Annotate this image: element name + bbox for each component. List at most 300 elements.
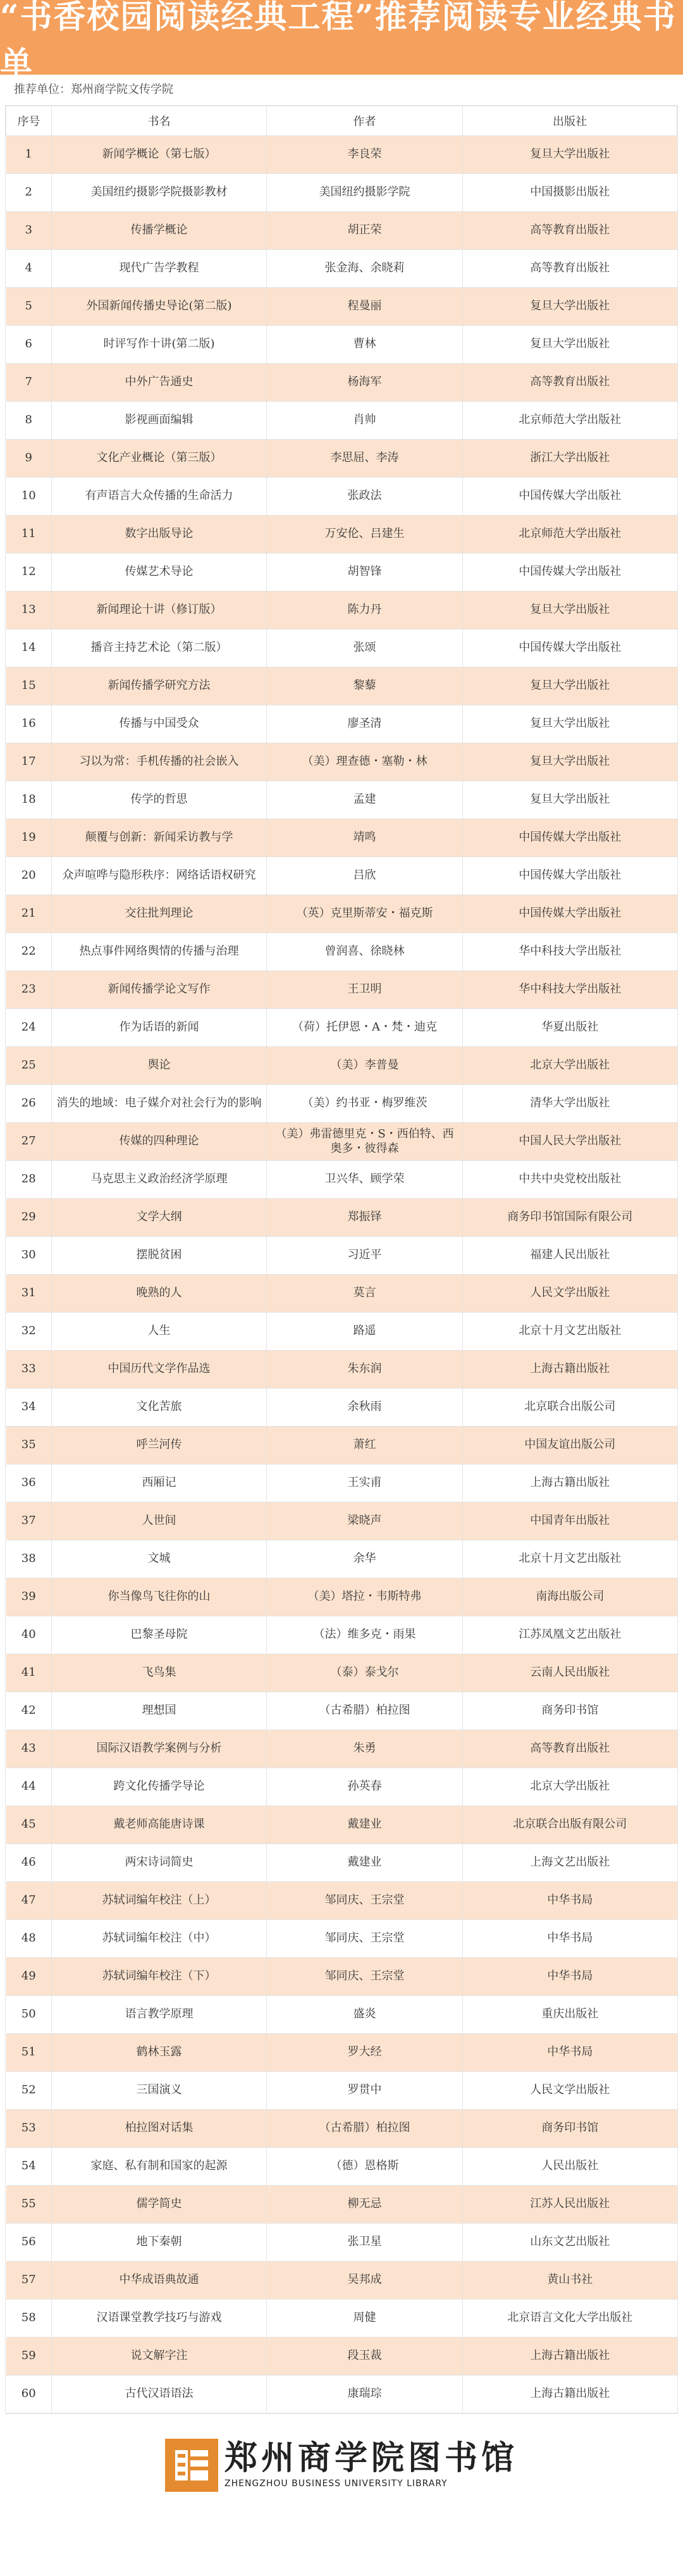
book-number: 31 xyxy=(6,1275,52,1313)
book-publisher: 高等教育出版社 xyxy=(463,364,677,402)
book-publisher: 中华书局 xyxy=(463,1958,677,1996)
book-number: 59 xyxy=(6,2338,52,2375)
book-number: 4 xyxy=(6,250,52,288)
book-title: 呼兰河传 xyxy=(52,1427,267,1464)
book-author: 余华 xyxy=(267,1540,463,1578)
book-publisher: 复旦大学出版社 xyxy=(463,136,677,174)
table-row xyxy=(6,2338,677,2375)
table-row xyxy=(6,1540,677,1578)
book-author: 戴建业 xyxy=(267,1806,463,1844)
book-author: （美）弗雷德里克・S・西伯特、西奥多・彼得森 xyxy=(267,1123,463,1161)
book-number: 11 xyxy=(6,516,52,554)
table-row xyxy=(6,478,677,516)
book-title: 鹤林玉露 xyxy=(52,2034,267,2072)
book-author: 曹林 xyxy=(267,326,463,364)
book-title: 中华成语典故通 xyxy=(52,2262,267,2300)
table-row xyxy=(6,250,677,288)
book-publisher: 复旦大学出版社 xyxy=(463,591,677,629)
table-row xyxy=(6,1199,677,1237)
book-publisher: 中华书局 xyxy=(463,1882,677,1920)
table-row xyxy=(6,1237,677,1275)
book-title: 理想国 xyxy=(52,1692,267,1730)
book-author: 余秋雨 xyxy=(267,1389,463,1427)
book-author: 莫言 xyxy=(267,1275,463,1313)
book-author: 廖圣清 xyxy=(267,705,463,743)
table-row xyxy=(6,1275,677,1313)
book-title: 习以为常：手机传播的社会嵌入 xyxy=(52,743,267,781)
book-title: 摆脱贫困 xyxy=(52,1237,267,1275)
recommend-unit: 推荐单位：郑州商学院文传学院 xyxy=(14,83,173,96)
book-number: 42 xyxy=(6,1692,52,1730)
book-author: 罗贯中 xyxy=(267,2072,463,2110)
book-author: 梁晓声 xyxy=(267,1502,463,1540)
book-author: 万安伦、吕建生 xyxy=(267,516,463,554)
book-number: 16 xyxy=(6,705,52,743)
book-publisher: 北京大学出版社 xyxy=(463,1047,677,1085)
book-author: 吴邦成 xyxy=(267,2262,463,2300)
library-name-cn: 郑州商学院图书馆 xyxy=(224,2439,518,2477)
book-publisher: 北京十月文艺出版社 xyxy=(463,1540,677,1578)
table-row xyxy=(6,402,677,440)
book-number: 26 xyxy=(6,1085,52,1123)
table-row xyxy=(6,1958,677,1996)
book-publisher: 清华大学出版社 xyxy=(463,1085,677,1123)
book-title: 传媒艺术导论 xyxy=(52,554,267,591)
book-author: 王实甫 xyxy=(267,1464,463,1502)
book-title: 文化苦旅 xyxy=(52,1389,267,1427)
library-name-en: ZHENGZHOU BUSINESS UNIVERSITY LIBRARY xyxy=(224,2479,448,2489)
book-author: 戴建业 xyxy=(267,1844,463,1882)
book-number: 3 xyxy=(6,212,52,250)
book-number: 58 xyxy=(6,2300,52,2338)
table-row xyxy=(6,2072,677,2110)
book-author: 杨海军 xyxy=(267,364,463,402)
book-title: 中外广告通史 xyxy=(52,364,267,402)
book-number: 8 xyxy=(6,402,52,440)
table-row xyxy=(6,2224,677,2262)
book-author: 胡正荣 xyxy=(267,212,463,250)
book-publisher: 华中科技大学出版社 xyxy=(463,971,677,1009)
book-publisher: 商务印书馆国际有限公司 xyxy=(463,1199,677,1237)
table-row xyxy=(6,2110,677,2148)
book-author: 段玉裁 xyxy=(267,2338,463,2375)
book-title: 人生 xyxy=(52,1313,267,1351)
book-title: 马克思主义政治经济学原理 xyxy=(52,1161,267,1199)
book-author: 程曼丽 xyxy=(267,288,463,326)
book-publisher: 商务印书馆 xyxy=(463,2110,677,2148)
book-title: 苏轼词编年校注（中） xyxy=(52,1920,267,1958)
table-row xyxy=(6,819,677,857)
book-publisher: 复旦大学出版社 xyxy=(463,705,677,743)
table-row xyxy=(6,1123,677,1161)
table-row xyxy=(6,2262,677,2300)
book-title: 古代汉语语法 xyxy=(52,2375,267,2413)
table-row xyxy=(6,1427,677,1464)
book-title: 外国新闻传播史导论(第二版) xyxy=(52,288,267,326)
book-author: 美国纽约摄影学院 xyxy=(267,174,463,212)
book-number: 35 xyxy=(6,1427,52,1464)
book-author: （美）李普曼 xyxy=(267,1047,463,1085)
book-author: 萧红 xyxy=(267,1427,463,1464)
book-title: 西厢记 xyxy=(52,1464,267,1502)
book-number: 12 xyxy=(6,554,52,591)
book-publisher: 上海古籍出版社 xyxy=(463,1464,677,1502)
library-logo-icon xyxy=(165,2439,218,2492)
book-publisher: 北京语言文化大学出版社 xyxy=(463,2300,677,2338)
table-row xyxy=(6,1161,677,1199)
table-row xyxy=(6,2375,677,2413)
table-row xyxy=(6,629,677,667)
book-author: 孙英春 xyxy=(267,1768,463,1806)
book-title: 播音主持艺术论（第二版） xyxy=(52,629,267,667)
book-title: 影视画面编辑 xyxy=(52,402,267,440)
book-number: 15 xyxy=(6,667,52,705)
book-publisher: 人民出版社 xyxy=(463,2148,677,2186)
book-author: 朱东润 xyxy=(267,1351,463,1389)
book-publisher: 中国人民大学出版社 xyxy=(463,1123,677,1161)
book-title: 众声喧哗与隐形秩序：网络话语权研究 xyxy=(52,857,267,895)
book-number: 57 xyxy=(6,2262,52,2300)
book-number: 47 xyxy=(6,1882,52,1920)
book-publisher: 中国友谊出版公司 xyxy=(463,1427,677,1464)
book-author: 陈力丹 xyxy=(267,591,463,629)
book-title: 新闻传播学研究方法 xyxy=(52,667,267,705)
book-author: 张颂 xyxy=(267,629,463,667)
book-publisher: 人民文学出版社 xyxy=(463,1275,677,1313)
book-publisher: 中国传媒大学出版社 xyxy=(463,895,677,933)
book-author: （德）恩格斯 xyxy=(267,2148,463,2186)
book-number: 5 xyxy=(6,288,52,326)
book-number: 24 xyxy=(6,1009,52,1047)
book-publisher: 山东文艺出版社 xyxy=(463,2224,677,2262)
book-number: 48 xyxy=(6,1920,52,1958)
book-publisher: 云南人民出版社 xyxy=(463,1654,677,1692)
book-title: 传学的哲思 xyxy=(52,781,267,819)
book-author: 胡智锋 xyxy=(267,554,463,591)
book-author: 黎藜 xyxy=(267,667,463,705)
table-row xyxy=(6,2186,677,2224)
table-row xyxy=(6,1502,677,1540)
book-author: （英）克里斯蒂安・福克斯 xyxy=(267,895,463,933)
table-row xyxy=(6,1654,677,1692)
table-row xyxy=(6,2148,677,2186)
book-number: 44 xyxy=(6,1768,52,1806)
book-publisher: 上海文艺出版社 xyxy=(463,1844,677,1882)
column-header-book-title: 书名 xyxy=(52,106,267,136)
table-row xyxy=(6,1844,677,1882)
book-author: 张金海、余晓莉 xyxy=(267,250,463,288)
book-author: 朱勇 xyxy=(267,1730,463,1768)
table-row xyxy=(6,705,677,743)
table-row xyxy=(6,1616,677,1654)
book-publisher: 复旦大学出版社 xyxy=(463,667,677,705)
book-title: 数字出版导论 xyxy=(52,516,267,554)
book-publisher: 北京大学出版社 xyxy=(463,1768,677,1806)
book-number: 27 xyxy=(6,1123,52,1161)
book-number: 37 xyxy=(6,1502,52,1540)
book-publisher: 人民文学出版社 xyxy=(463,2072,677,2110)
book-number: 34 xyxy=(6,1389,52,1427)
book-number: 55 xyxy=(6,2186,52,2224)
book-publisher: 福建人民出版社 xyxy=(463,1237,677,1275)
table-row xyxy=(6,591,677,629)
book-number: 45 xyxy=(6,1806,52,1844)
book-author: 肖帅 xyxy=(267,402,463,440)
book-publisher: 黄山书社 xyxy=(463,2262,677,2300)
book-author: 张卫星 xyxy=(267,2224,463,2262)
book-publisher: 北京师范大学出版社 xyxy=(463,516,677,554)
book-publisher: 中国青年出版社 xyxy=(463,1502,677,1540)
table-row xyxy=(6,326,677,364)
book-author: 柳无忌 xyxy=(267,2186,463,2224)
book-title: 舆论 xyxy=(52,1047,267,1085)
page-title: “书香校园阅读经典工程”推荐阅读专业经典书单 xyxy=(0,0,677,83)
book-publisher: 中华书局 xyxy=(463,2034,677,2072)
book-title: 你当像鸟飞往你的山 xyxy=(52,1578,267,1616)
column-header-author: 作者 xyxy=(267,106,463,136)
table-row xyxy=(6,743,677,781)
table-row xyxy=(6,364,677,402)
book-number: 18 xyxy=(6,781,52,819)
book-publisher: 商务印书馆 xyxy=(463,1692,677,1730)
book-author: 张政法 xyxy=(267,478,463,516)
book-title: 有声语言大众传播的生命活力 xyxy=(52,478,267,516)
book-number: 60 xyxy=(6,2375,52,2413)
table-row xyxy=(6,667,677,705)
book-author: 李良荣 xyxy=(267,136,463,174)
book-author: 孟建 xyxy=(267,781,463,819)
table-row xyxy=(6,554,677,591)
book-number: 19 xyxy=(6,819,52,857)
table-row xyxy=(6,2034,677,2072)
table-row xyxy=(6,857,677,895)
book-title: 颠覆与创新：新闻采访教与学 xyxy=(52,819,267,857)
book-author: 康瑞琮 xyxy=(267,2375,463,2413)
book-number: 13 xyxy=(6,591,52,629)
column-header-number: 序号 xyxy=(6,106,52,136)
book-number: 29 xyxy=(6,1199,52,1237)
book-publisher: 浙江大学出版社 xyxy=(463,440,677,478)
table-row xyxy=(6,1351,677,1389)
book-publisher: 北京师范大学出版社 xyxy=(463,402,677,440)
table-row xyxy=(6,1920,677,1958)
book-publisher: 中国传媒大学出版社 xyxy=(463,857,677,895)
table-row xyxy=(6,174,677,212)
book-author: 李思屈、李涛 xyxy=(267,440,463,478)
table-row xyxy=(6,895,677,933)
book-title: 文城 xyxy=(52,1540,267,1578)
book-number: 21 xyxy=(6,895,52,933)
book-number: 17 xyxy=(6,743,52,781)
book-publisher: 华中科技大学出版社 xyxy=(463,933,677,971)
book-number: 30 xyxy=(6,1237,52,1275)
book-list-table-container xyxy=(5,105,678,2414)
book-number: 39 xyxy=(6,1578,52,1616)
book-number: 40 xyxy=(6,1616,52,1654)
book-title: 时评写作十讲(第二版) xyxy=(52,326,267,364)
book-author: （美）约书亚・梅罗维茨 xyxy=(267,1085,463,1123)
book-number: 51 xyxy=(6,2034,52,2072)
table-row xyxy=(6,933,677,971)
table-row xyxy=(6,288,677,326)
book-number: 20 xyxy=(6,857,52,895)
book-title: 文学大纲 xyxy=(52,1199,267,1237)
book-title: 巴黎圣母院 xyxy=(52,1616,267,1654)
book-publisher: 上海古籍出版社 xyxy=(463,2375,677,2413)
book-title: 两宋诗词简史 xyxy=(52,1844,267,1882)
table-row xyxy=(6,781,677,819)
table-body xyxy=(6,136,677,2413)
book-title: 苏轼词编年校注（下） xyxy=(52,1958,267,1996)
book-number: 36 xyxy=(6,1464,52,1502)
book-title: 地下秦朝 xyxy=(52,2224,267,2262)
book-publisher: 复旦大学出版社 xyxy=(463,326,677,364)
book-title: 晚熟的人 xyxy=(52,1275,267,1313)
book-number: 53 xyxy=(6,2110,52,2148)
book-author: 邹同庆、王宗堂 xyxy=(267,1958,463,1996)
book-publisher: 上海古籍出版社 xyxy=(463,1351,677,1389)
table-row xyxy=(6,1389,677,1427)
table-row xyxy=(6,2300,677,2338)
book-publisher: 华夏出版社 xyxy=(463,1009,677,1047)
book-author: 习近平 xyxy=(267,1237,463,1275)
table-row xyxy=(6,1806,677,1844)
book-number: 10 xyxy=(6,478,52,516)
book-number: 28 xyxy=(6,1161,52,1199)
book-author: 路遥 xyxy=(267,1313,463,1351)
book-publisher: 复旦大学出版社 xyxy=(463,743,677,781)
table-row xyxy=(6,971,677,1009)
book-title: 柏拉图对话集 xyxy=(52,2110,267,2148)
table-row xyxy=(6,440,677,478)
book-publisher: 江苏人民出版社 xyxy=(463,2186,677,2224)
book-number: 50 xyxy=(6,1996,52,2034)
book-author: 郑振铎 xyxy=(267,1199,463,1237)
book-author: （泰）泰戈尔 xyxy=(267,1654,463,1692)
table-row xyxy=(6,1730,677,1768)
book-publisher: 重庆出版社 xyxy=(463,1996,677,2034)
book-title: 美国纽约摄影学院摄影教材 xyxy=(52,174,267,212)
book-title: 现代广告学教程 xyxy=(52,250,267,288)
book-number: 22 xyxy=(6,933,52,971)
book-publisher: 北京十月文艺出版社 xyxy=(463,1313,677,1351)
book-author: （古希腊）柏拉图 xyxy=(267,2110,463,2148)
table-row xyxy=(6,136,677,174)
book-publisher: 南海出版公司 xyxy=(463,1578,677,1616)
table-row xyxy=(6,1464,677,1502)
book-list-table xyxy=(6,106,677,2413)
book-author: （法）维多克・雨果 xyxy=(267,1616,463,1654)
book-publisher: 中共中央党校出版社 xyxy=(463,1161,677,1199)
table-row xyxy=(6,1692,677,1730)
book-title: 文化产业概论（第三版） xyxy=(52,440,267,478)
table-row xyxy=(6,1578,677,1616)
book-publisher: 中国摄影出版社 xyxy=(463,174,677,212)
book-number: 54 xyxy=(6,2148,52,2186)
book-title: 说文解字注 xyxy=(52,2338,267,2375)
book-title: 国际汉语教学案例与分析 xyxy=(52,1730,267,1768)
table-row xyxy=(6,516,677,554)
book-author: （古希腊）柏拉图 xyxy=(267,1692,463,1730)
table-header-row xyxy=(6,106,677,136)
book-number: 56 xyxy=(6,2224,52,2262)
book-title: 中国历代文学作品选 xyxy=(52,1351,267,1389)
table-row xyxy=(6,1996,677,2034)
book-number: 6 xyxy=(6,326,52,364)
book-author: 王卫明 xyxy=(267,971,463,1009)
book-author: 靖鸣 xyxy=(267,819,463,857)
library-footer xyxy=(0,2424,683,2506)
book-title: 家庭、私有制和国家的起源 xyxy=(52,2148,267,2186)
book-number: 52 xyxy=(6,2072,52,2110)
book-number: 14 xyxy=(6,629,52,667)
book-title: 交往批判理论 xyxy=(52,895,267,933)
book-number: 38 xyxy=(6,1540,52,1578)
book-publisher: 北京联合出版公司 xyxy=(463,1389,677,1427)
book-publisher: 中国传媒大学出版社 xyxy=(463,629,677,667)
book-number: 33 xyxy=(6,1351,52,1389)
table-row xyxy=(6,1882,677,1920)
book-publisher: 复旦大学出版社 xyxy=(463,288,677,326)
book-number: 49 xyxy=(6,1958,52,1996)
book-title: 新闻传播学论文写作 xyxy=(52,971,267,1009)
book-author: 周健 xyxy=(267,2300,463,2338)
book-number: 46 xyxy=(6,1844,52,1882)
book-title: 苏轼词编年校注（上） xyxy=(52,1882,267,1920)
column-header-publisher: 出版社 xyxy=(463,106,677,136)
book-title: 三国演义 xyxy=(52,2072,267,2110)
book-number: 1 xyxy=(6,136,52,174)
book-number: 2 xyxy=(6,174,52,212)
book-number: 23 xyxy=(6,971,52,1009)
book-publisher: 高等教育出版社 xyxy=(463,1730,677,1768)
book-publisher: 中国传媒大学出版社 xyxy=(463,478,677,516)
library-logo-text xyxy=(224,2439,518,2489)
book-publisher: 北京联合出版有限公司 xyxy=(463,1806,677,1844)
book-publisher: 复旦大学出版社 xyxy=(463,781,677,819)
book-author: 曾润喜、徐晓林 xyxy=(267,933,463,971)
book-title: 语言教学原理 xyxy=(52,1996,267,2034)
book-author: 邹同庆、王宗堂 xyxy=(267,1882,463,1920)
book-number: 32 xyxy=(6,1313,52,1351)
book-title: 跨文化传播学导论 xyxy=(52,1768,267,1806)
book-title: 新闻理论十讲（修订版） xyxy=(52,591,267,629)
book-title: 传播与中国受众 xyxy=(52,705,267,743)
book-publisher: 高等教育出版社 xyxy=(463,250,677,288)
book-title: 作为话语的新闻 xyxy=(52,1009,267,1047)
book-title: 人世间 xyxy=(52,1502,267,1540)
book-title: 热点事件网络舆情的传播与治理 xyxy=(52,933,267,971)
book-title: 戴老师高能唐诗课 xyxy=(52,1806,267,1844)
book-author: （美）塔拉・韦斯特弗 xyxy=(267,1578,463,1616)
book-author: 卫兴华、顾学荣 xyxy=(267,1161,463,1199)
book-author: 吕欣 xyxy=(267,857,463,895)
book-author: 盛炎 xyxy=(267,1996,463,2034)
book-title: 传媒的四种理论 xyxy=(52,1123,267,1161)
book-publisher: 中华书局 xyxy=(463,1920,677,1958)
book-author: 邹同庆、王宗堂 xyxy=(267,1920,463,1958)
book-number: 7 xyxy=(6,364,52,402)
book-publisher: 上海古籍出版社 xyxy=(463,2338,677,2375)
book-publisher: 中国传媒大学出版社 xyxy=(463,554,677,591)
table-row xyxy=(6,1009,677,1047)
book-title: 传播学概论 xyxy=(52,212,267,250)
book-author: （荷）托伊恩・A・梵・迪克 xyxy=(267,1009,463,1047)
book-number: 25 xyxy=(6,1047,52,1085)
table-row xyxy=(6,1768,677,1806)
table-row xyxy=(6,1085,677,1123)
book-title: 消失的地域：电子媒介对社会行为的影响 xyxy=(52,1085,267,1123)
